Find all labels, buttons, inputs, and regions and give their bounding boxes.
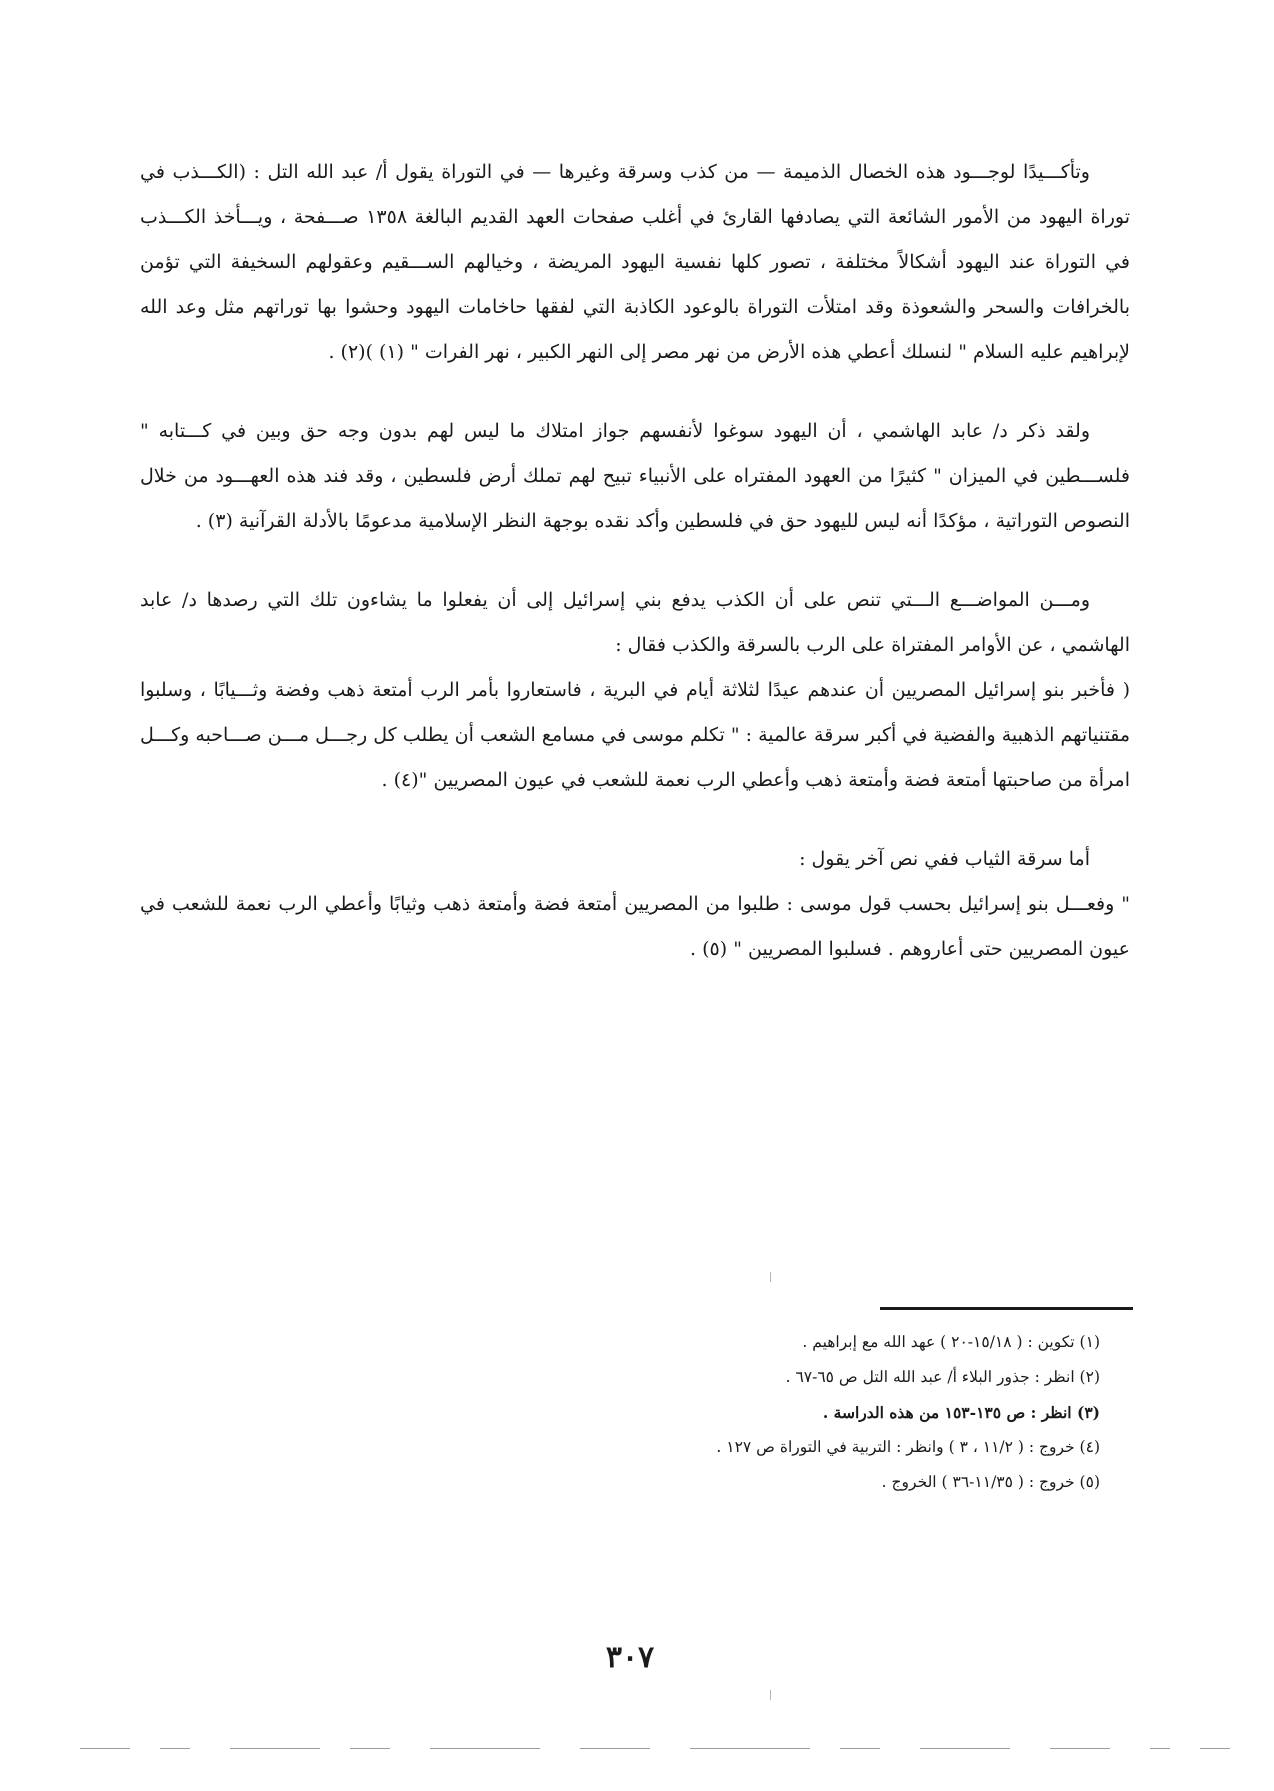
paragraph-6-quote: " وفعـــل بنو إسرائيل بحسب قول موسى : طلبوا من المصريين أمتعة فضة وأمتعة ذهب وثيابًا وأعطي الرب نعمة للشعب في عيون المصريين حتى أعاروهم . فسلبوا المصريين " (٥) . — [140, 893, 1130, 960]
footnote-1: (١) تكوين : ( ١٥/١٨-٢٠ ) عهد الله مع إبراهيم . — [802, 1333, 1100, 1351]
paragraph-3: ومـــن المواضـــع الـــتي تنص على أن الكذب يدفع بني إسرائيل إلى أن يفعلوا ما يشاءون تلك التي رصدها د/ عابد الهاشمي ، عن الأوامر المفتراة على الرب بالسرقة والكذب فقال : — [140, 589, 1130, 656]
footnote-5: (٥) خروج : ( ١١/٣٥-٣٦ ) الخروج . — [881, 1473, 1100, 1491]
spacer — [140, 375, 1130, 409]
footnotes — [400, 1325, 1100, 1500]
scan-speck — [770, 1272, 771, 1282]
main-text — [140, 150, 1130, 972]
paragraph-5: أما سرقة الثياب ففي نص آخر يقول : — [799, 848, 1090, 870]
footnote-2: (٢) انظر : جذور البلاء أ/ عبد الله التل ص ٦٥-٦٧ . — [785, 1368, 1100, 1386]
spacer — [140, 803, 1130, 837]
page-number: ٣٠٧ — [605, 1640, 655, 1675]
footnote-3: (٣) انظر : ص ١٣٥-١٥٣ من هذه الدراسة . — [822, 1403, 1100, 1422]
scan-edge-marks — [40, 1748, 1240, 1750]
scan-speck — [770, 1690, 771, 1700]
footnote-4: (٤) خروج : ( ١١/٢ ، ٣ ) وانظر : التربية في التوراة ص ١٢٧ . — [716, 1438, 1100, 1456]
spacer — [140, 544, 1130, 578]
paragraph-4-quote: ( فأخبر بنو إسرائيل المصريين أن عندهم عيدًا لثلاثة أيام في البرية ، فاستعاروا بأمر الرب أمتعة ذهب وفضة وثـــيابًا ، وسلبوا مقتنياتهم الذهبية والفضية في أكبر سرقة عالمية : " تكلم موسى في مسامع الشعب أن يطلب كل رجـــل مـــن صـــاحبه وكـــل امرأة من صاحبتها أمتعة فضة وأمتعة ذهب وأعطي الرب نعمة للشعب في عيون المصريين "(٤) . — [140, 679, 1130, 791]
paragraph-1: وتأكـــيدًا لوجـــود هذه الخصال الذميمة — من كذب وسرقة وغيرها — في التوراة يقول أ/ عبد الله التل : (الكـــذب في توراة اليهود من الأمور الشائعة التي يصادفها القارئ في أغلب صفحات العهد القديم البالغة ١٣٥٨ صـــفحة ، ويـــأخذ الكـــذب في التوراة عند اليهود أشكالاً مختلفة ، تصور كلها نفسية اليهود المريضة ، وخيالهم الســـقيم وعقولهم السخيفة التي تؤمن بالخرافات والسحر والشعوذة وقد امتلأت التوراة بالوعود الكاذبة التي لفقها حاخامات اليهود وحشوا بها توراتهم مثل وعد الله لإبراهيم عليه السلام " لنسلك أعطي هذه الأرض من نهر مصر إلى النهر الكبير ، نهر الفرات " (١) )(٢) . — [140, 161, 1130, 363]
paragraph-2: ولقد ذكر د/ عابد الهاشمي ، أن اليهود سوغوا لأنفسهم جواز امتلاك ما ليس لهم بدون وجه حق وبين في كـــتابه " فلســـطين في الميزان " كثيرًا من العهود المفتراه على الأنبياء تبيح لهم تملك أرض فلسطين ، وقد فند هذه العهـــود من خلال النصوص التوراتية ، مؤكدًا أنه ليس لليهود حق في فلسطين وأكد نقده بوجهة النظر الإسلامية مدعومًا بالأدلة القرآنية (٣) . — [140, 420, 1130, 532]
footnote-divider — [880, 1307, 1133, 1310]
